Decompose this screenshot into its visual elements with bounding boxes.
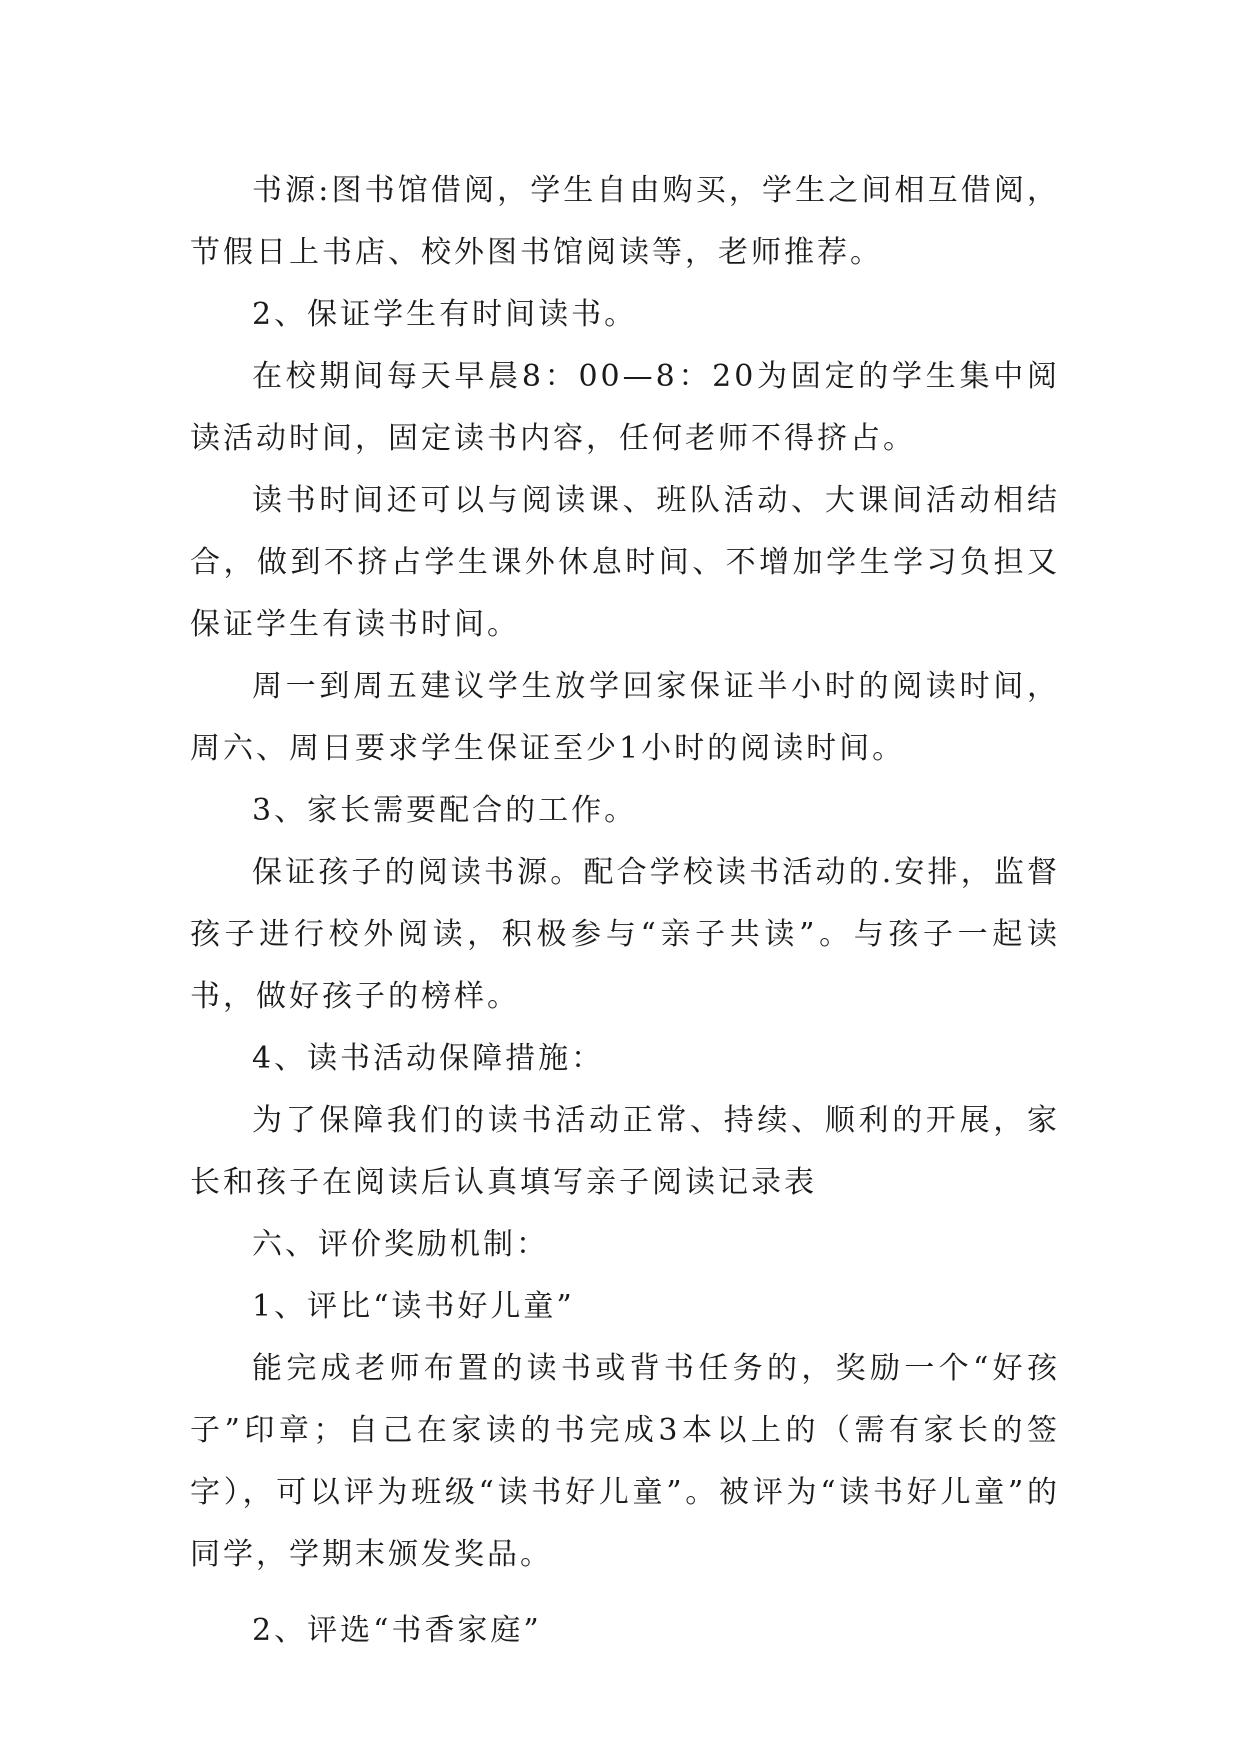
heading-reading-time: 2、保证学生有时间读书。 bbox=[252, 297, 638, 332]
paragraph-book-sources: 书源:图书馆借阅，学生自由购买，学生之间相互借阅，节假日上书店、校外图书馆阅读等，老师推荐。 bbox=[190, 173, 1060, 270]
heading-good-reader-award: 1、评比“读书好儿童” bbox=[252, 1289, 575, 1324]
paragraph-school-reading-time: 在校期间每天早晨8：00—8：20为固定的学生集中阅读活动时间，固定读书内容，任何老师不得挤占。 bbox=[190, 359, 1060, 456]
heading-evaluation-rewards: 六、评价奖励机制： bbox=[252, 1227, 549, 1262]
heading-scholarly-family: 2、评选“书香家庭” bbox=[252, 1613, 542, 1648]
document-body bbox=[190, 160, 1060, 1662]
paragraph-reading-record: 为了保障我们的读书活动正常、持续、顺利的开展，家长和孩子在阅读后认真填写亲子阅读记录表 bbox=[190, 1103, 1060, 1200]
heading-parent-cooperation: 3、家长需要配合的工作。 bbox=[252, 793, 638, 828]
paragraph-award-criteria: 能完成老师布置的读书或背书任务的，奖励一个“好孩子”印章；自己在家读的书完成3本以上的（需有家长的签字），可以评为班级“读书好儿童”。被评为“读书好儿童”的同学，学期末颁发奖品。 bbox=[190, 1351, 1060, 1572]
paragraph-parent-duties: 保证孩子的阅读书源。配合学校读书活动的.安排，监督孩子进行校外阅读，积极参与“亲子共读”。与孩子一起读书，做好孩子的榜样。 bbox=[190, 855, 1060, 1014]
paragraph-home-reading: 周一到周五建议学生放学回家保证半小时的阅读时间，周六、周日要求学生保证至少1小时的阅读时间。 bbox=[190, 669, 1060, 766]
paragraph-combined-activities: 读书时间还可以与阅读课、班队活动、大课间活动相结合，做到不挤占学生课外休息时间、不增加学生学习负担又保证学生有读书时间。 bbox=[190, 483, 1060, 642]
heading-safeguards: 4、读书活动保障措施： bbox=[252, 1041, 605, 1076]
